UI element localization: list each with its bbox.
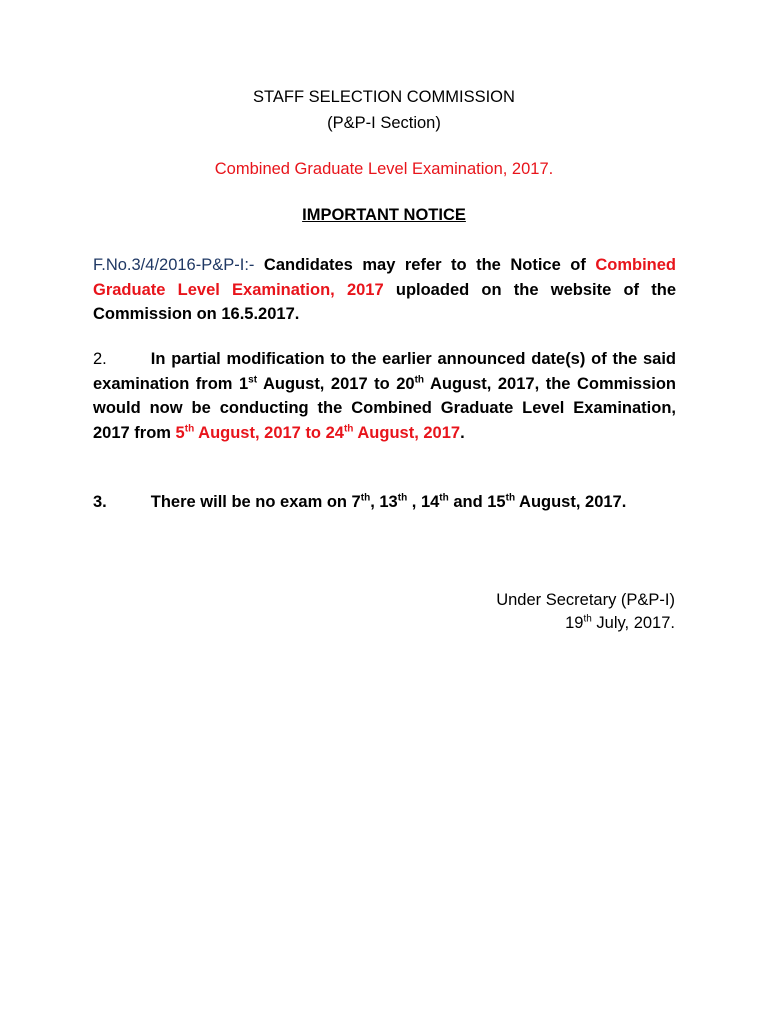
- para1-text-b: uploaded on the website of the Commission on 16.5.2017.: [93, 280, 676, 323]
- para2-sup-2: th: [414, 374, 425, 385]
- para3-sup-1: th: [360, 492, 371, 504]
- date-sup: th: [583, 613, 592, 625]
- para2-text-a: In partial modification to the earlier announced date(s) of the said examination from 1: [93, 350, 676, 393]
- para2-number: 2.: [93, 350, 107, 368]
- signatory-designation: Under Secretary (P&P-I): [496, 591, 675, 609]
- notice-heading: IMPORTANT NOTICE: [302, 206, 466, 224]
- para3-sup-4: th: [505, 492, 516, 504]
- new-start-day: 5: [175, 423, 185, 442]
- para3-text-e: August, 2017.: [515, 493, 627, 511]
- para2-text-c: August, 2017, the Commission would now be conducting the Combined Graduate Level Examination, 2017 from: [93, 374, 676, 442]
- para3-text-c: , 14: [407, 493, 440, 511]
- section-name: (P&P-I Section): [327, 114, 441, 132]
- para3-text-b: , 13: [370, 493, 398, 511]
- para3-text-d: and 15: [448, 493, 506, 511]
- org-name: STAFF SELECTION COMMISSION: [253, 88, 515, 106]
- date-day: 19: [565, 614, 584, 632]
- para1-exam-ref: Combined Graduate Level Examination, 2017: [93, 256, 676, 299]
- file-number: F.No.3/4/2016-P&P-I:-: [93, 256, 255, 274]
- exam-title: Combined Graduate Level Examination, 2017.: [214, 160, 554, 178]
- para2-period: .: [460, 423, 465, 442]
- para2-sup-4: th: [343, 423, 354, 434]
- para3-text-a: There will be no exam on 7: [150, 493, 361, 511]
- para3-sup-3: th: [439, 492, 449, 504]
- para1-text-a: Candidates may refer to the Notice of: [254, 256, 596, 274]
- signature-date: [565, 611, 675, 635]
- new-date-end: August, 2017: [353, 423, 461, 442]
- para2-sup-1: st: [248, 374, 258, 385]
- para2-sup-3: th: [184, 423, 195, 434]
- para3-number: 3.: [93, 493, 107, 511]
- paragraph-1: [93, 253, 676, 327]
- date-rest: July, 2017.: [591, 614, 675, 632]
- para2-text-b: August, 2017 to 20: [257, 374, 415, 393]
- para3-sup-2: th: [397, 492, 408, 504]
- paragraph-3: [93, 490, 676, 515]
- new-date-mid: August, 2017 to 24: [194, 423, 344, 442]
- paragraph-2: [93, 347, 676, 445]
